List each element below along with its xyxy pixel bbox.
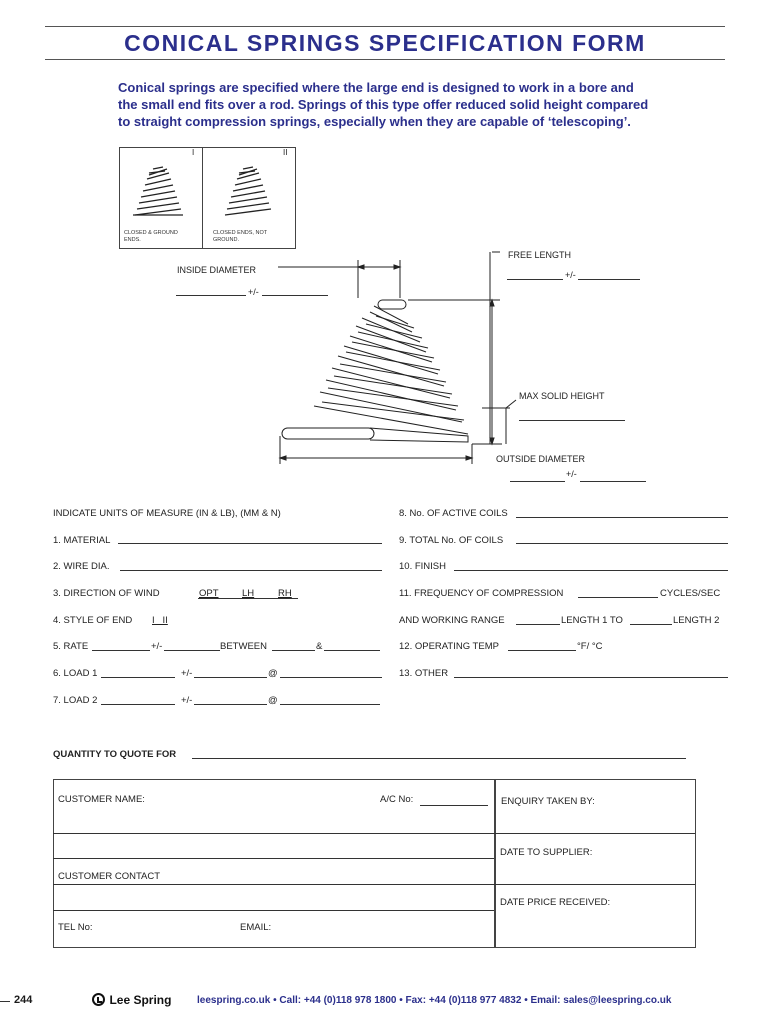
- temp-unit: °F/ °C: [577, 641, 603, 652]
- finish-field[interactable]: [454, 570, 728, 571]
- spring-top-coil: [378, 300, 406, 309]
- outside-diameter-tolerance-line[interactable]: [580, 481, 646, 482]
- footer-contact-line: leespring.co.uk • Call: +44 (0)118 978 1800 • Fax: +44 (0)118 977 4832 • Email: sales@leespring.co.uk: [197, 995, 672, 1006]
- customer-name-label: CUSTOMER NAME:: [58, 794, 145, 805]
- load2-field[interactable]: [101, 704, 175, 705]
- load1-tolerance: +/-: [181, 668, 193, 679]
- customer-row-divider-1: [53, 833, 495, 834]
- page-title: CONICAL SPRINGS SPECIFICATION FORM: [124, 30, 646, 56]
- date-supplier-label: DATE TO SUPPLIER:: [500, 847, 593, 858]
- inside-diameter-tolerance: +/-: [248, 287, 259, 297]
- max-solid-height-value-line[interactable]: [519, 420, 625, 421]
- customer-row-divider-3: [53, 884, 495, 885]
- lee-spring-logo-text: Lee Spring: [109, 992, 172, 1007]
- ac-no-label: A/C No:: [380, 794, 414, 805]
- office-row-divider-2: [494, 884, 695, 885]
- customer-row-divider-4: [53, 910, 495, 911]
- load2-label: 7. LOAD 2: [53, 695, 98, 706]
- other-label: 13. OTHER: [399, 668, 449, 679]
- enquiry-taken-label: ENQUIRY TAKEN BY:: [501, 796, 595, 807]
- lee-spring-logo: [92, 991, 171, 1007]
- ac-no-field[interactable]: [420, 805, 488, 806]
- inside-diameter-tolerance-line[interactable]: [262, 295, 328, 296]
- page-number: 244: [14, 994, 33, 1006]
- style-end-label: 4. STYLE OF END: [53, 615, 133, 626]
- end-style-caption-2: CLOSED ENDS, NOT GROUND.: [213, 230, 267, 243]
- free-length-label: FREE LENGTH: [508, 250, 572, 260]
- customer-row-divider-2: [53, 858, 495, 859]
- spring-bottom-coil: [282, 428, 374, 439]
- direction-option-opt[interactable]: OPT: [199, 588, 219, 599]
- op-temp-field[interactable]: [508, 650, 576, 651]
- total-coils-field[interactable]: [516, 543, 728, 544]
- end-style-caption-1: CLOSED & GROUND ENDS.: [124, 230, 178, 243]
- end-style-numeral-1: I: [192, 148, 195, 157]
- intro-paragraph: [118, 79, 698, 130]
- max-solid-height-label: MAX SOLID HEIGHT: [519, 391, 605, 401]
- direction-option-rh[interactable]: RH: [278, 588, 292, 599]
- load1-field[interactable]: [101, 677, 175, 678]
- load2-at: @: [268, 695, 278, 706]
- rate-tolerance-field[interactable]: [164, 650, 220, 651]
- working-range-field-1[interactable]: [516, 624, 560, 625]
- inside-diameter-label: INSIDE DIAMETER: [177, 265, 257, 275]
- lee-spring-logo-mark: [92, 993, 105, 1006]
- top-rule: [45, 26, 725, 27]
- title-underline: [45, 59, 725, 60]
- free-length-value-line[interactable]: [507, 279, 563, 280]
- load1-at-field[interactable]: [280, 677, 382, 678]
- rate-between: BETWEEN: [220, 641, 267, 652]
- rate-amp: &: [316, 641, 323, 652]
- wire-dia-label: 2. WIRE DIA.: [53, 561, 110, 572]
- load1-label: 6. LOAD 1: [53, 668, 98, 679]
- conical-spring-diagram: [270, 250, 530, 465]
- style-end-options[interactable]: I II: [152, 615, 168, 626]
- direction-option-lh[interactable]: LH: [242, 588, 255, 599]
- direction-label: 3. DIRECTION OF WIND: [53, 588, 160, 599]
- total-coils-label: 9. TOTAL No. OF COILS: [399, 535, 504, 546]
- cycles-unit: CYCLES/SEC: [660, 588, 721, 599]
- working-range-label: AND WORKING RANGE: [399, 615, 505, 626]
- inside-diameter-value-line[interactable]: [176, 295, 246, 296]
- intro-line-1: Conical springs are specified where the large end is designed to work in a bore and: [118, 80, 634, 95]
- free-length-tolerance: +/-: [565, 270, 576, 280]
- end-style-spring-drawings: [119, 147, 299, 247]
- rate-field[interactable]: [92, 650, 150, 651]
- load1-at: @: [268, 668, 278, 679]
- active-coils-label: 8. No. OF ACTIVE COILS: [399, 508, 508, 519]
- office-row-divider-1: [494, 833, 695, 834]
- quantity-label: QUANTITY TO QUOTE FOR: [53, 749, 177, 760]
- active-coils-field[interactable]: [516, 517, 728, 518]
- rate-between-field-1[interactable]: [272, 650, 315, 651]
- material-field[interactable]: [118, 543, 382, 544]
- intro-line-3: to straight compression springs, especially when they are capable of ‘telescoping’.: [118, 114, 631, 129]
- load2-tolerance: +/-: [181, 695, 193, 706]
- length1-label: LENGTH 1 TO: [561, 615, 623, 626]
- finish-label: 10. FINISH: [399, 561, 446, 572]
- rate-tolerance: +/-: [151, 641, 163, 652]
- other-field[interactable]: [454, 677, 728, 678]
- frequency-field[interactable]: [578, 597, 658, 598]
- quantity-field[interactable]: [192, 758, 686, 759]
- rate-label: 5. RATE: [53, 641, 89, 652]
- load2-at-field[interactable]: [280, 704, 380, 705]
- outside-diameter-value-line[interactable]: [510, 481, 565, 482]
- end-style-numeral-2: II: [283, 148, 288, 157]
- direction-underline: [198, 598, 298, 599]
- email-label: EMAIL:: [240, 922, 272, 933]
- wire-dia-field[interactable]: [120, 570, 382, 571]
- outside-diameter-tolerance: +/-: [566, 469, 577, 479]
- material-label: 1. MATERIAL: [53, 535, 111, 546]
- load2-tolerance-field[interactable]: [194, 704, 267, 705]
- customer-contact-label: CUSTOMER CONTACT: [58, 871, 161, 882]
- frequency-label: 11. FREQUENCY OF COMPRESSION: [399, 588, 564, 599]
- working-range-field-2[interactable]: [630, 624, 672, 625]
- op-temp-label: 12. OPERATING TEMP: [399, 641, 499, 652]
- rate-between-field-2[interactable]: [324, 650, 380, 651]
- outside-diameter-label: OUTSIDE DIAMETER: [496, 454, 586, 464]
- load1-tolerance-field[interactable]: [194, 677, 267, 678]
- intro-line-2: the small end fits over a rod. Springs of this type offer reduced solid height compared: [118, 97, 649, 112]
- date-price-label: DATE PRICE RECEIVED:: [500, 897, 611, 908]
- tel-label: TEL No:: [58, 922, 93, 933]
- length2-label: LENGTH 2: [673, 615, 720, 626]
- free-length-tolerance-line[interactable]: [578, 279, 640, 280]
- page-number-dash: [0, 1001, 10, 1002]
- units-label: INDICATE UNITS OF MEASURE (IN & LB), (MM & N): [53, 508, 281, 519]
